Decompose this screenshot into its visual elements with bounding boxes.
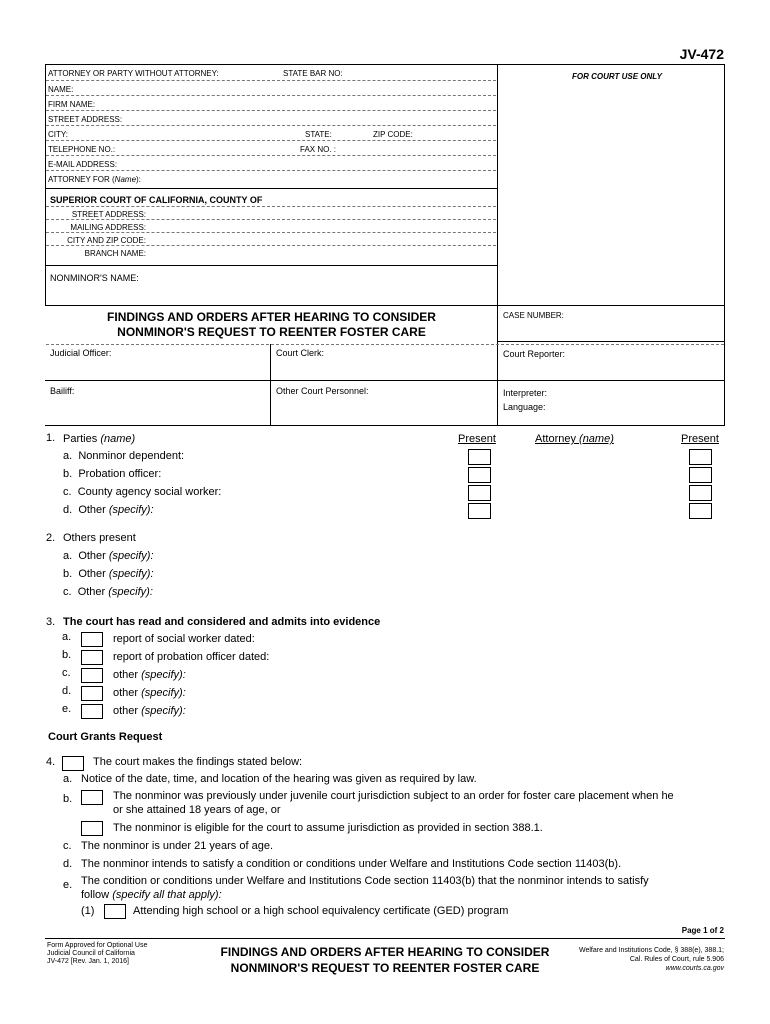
s3-item-d: other (specify): (113, 687, 186, 699)
s2-item-c: c. Other (specify): (63, 586, 153, 598)
footer-title-line1: FINDINGS AND ORDERS AFTER HEARING TO CONSIDER (220, 945, 550, 959)
footer-title-line2: NONMINOR'S REQUEST TO REENTER FOSTER CARE (230, 961, 540, 975)
s4-item-d: The nonminor intends to satisfy a condition or conditions under Welfare and Institutions Code section 11403(b). (81, 858, 622, 870)
s1d-present-checkbox[interactable] (468, 503, 491, 519)
s4-item-e-line1: The condition or conditions under Welfare and Institutions Code section 11403(b) that the nonminor intends to satisfy (81, 875, 649, 887)
form-id: JV-472 (679, 46, 724, 62)
s1-item-b: b. Probation officer: (63, 468, 162, 480)
street-label: STREET ADDRESS: (48, 115, 123, 124)
case-number-label: CASE NUMBER: (503, 311, 564, 320)
s3b-checkbox[interactable] (81, 650, 103, 665)
email-label: E-MAIL ADDRESS: (48, 160, 118, 169)
s2-number: 2. (46, 532, 56, 544)
s3-letter-d: d. (62, 685, 72, 697)
state-bar-label: STATE BAR NO: (283, 69, 343, 78)
nonminor-name-label: NONMINOR'S NAME: (50, 273, 139, 283)
s3-label: The court has read and considered and admits into evidence (63, 616, 381, 628)
s3e-checkbox[interactable] (81, 704, 103, 719)
zip-label: ZIP CODE: (373, 130, 413, 139)
s1b-present-checkbox[interactable] (468, 467, 491, 483)
s1c-present-checkbox[interactable] (468, 485, 491, 501)
judicial-officer-label: Judicial Officer: (50, 348, 112, 358)
form-title-line1: FINDINGS AND ORDERS AFTER HEARING TO CONSIDER (107, 310, 436, 324)
s3-letter-c: c. (62, 667, 71, 679)
bailiff-label: Bailiff: (50, 386, 75, 396)
s3-item-c: other (specify): (113, 669, 186, 681)
s4-item-b1-line1: The nonminor was previously under juvenile court jurisdiction subject to an order for foster care placement when he (113, 790, 674, 802)
s4-item-c: The nonminor is under 21 years of age. (81, 840, 274, 852)
s3-letter-b: b. (62, 649, 72, 661)
s4b2-checkbox[interactable] (81, 821, 103, 836)
s1-present2-header: Present (681, 433, 719, 445)
s1-item-d: d. Other (specify): (63, 504, 154, 516)
firm-label: FIRM NAME: (48, 100, 96, 109)
s1-attorney-header: Attorney (name) (535, 433, 614, 445)
s4-letter-d: d. (63, 858, 73, 870)
s3-item-a: report of social worker dated: (113, 633, 255, 645)
s3-letter-a: a. (62, 631, 72, 643)
court-use-label: FOR COURT USE ONLY (572, 72, 662, 81)
footer-left-line3: JV-472 [Rev. Jan. 1, 2016] (47, 958, 129, 965)
interpreter-label: Interpreter: (503, 388, 548, 398)
s1-label: Parties (name) (63, 433, 136, 445)
s4-item-a: Notice of the date, time, and location of the hearing was given as required by law. (81, 773, 477, 785)
court-title: SUPERIOR COURT OF CALIFORNIA, COUNTY OF (50, 195, 263, 205)
court-reporter-label: Court Reporter: (503, 349, 566, 359)
s1-number: 1. (46, 432, 56, 444)
footer-right-line2: Cal. Rules of Court, rule 5.906 (629, 956, 724, 963)
name-label: NAME: (48, 85, 74, 94)
grants-heading: Court Grants Request (48, 731, 163, 743)
attorney-for-label: ATTORNEY FOR (Name): (48, 175, 141, 184)
court-clerk-label: Court Clerk: (276, 348, 325, 358)
s2-item-b: b. Other (specify): (63, 568, 154, 580)
court-mailing-label: MAILING ADDRESS: (70, 223, 146, 232)
state-label: STATE: (305, 130, 332, 139)
s4-e1-number: (1) (81, 905, 95, 917)
s4-item-b2: The nonminor is eligible for the court to assume jurisdiction as provided in section 388.1. (113, 822, 543, 834)
s1-item-a: a. Nonminor dependent: (63, 450, 185, 462)
phone-label: TELEPHONE NO.: (48, 145, 116, 154)
fax-label: FAX NO. : (300, 145, 337, 154)
footer-left-line1: Form Approved for Optional Use (47, 942, 148, 949)
s2-label: Others present (63, 532, 136, 544)
form-title-line2: NONMINOR'S REQUEST TO REENTER FOSTER CARE (117, 325, 426, 339)
footer-rule (45, 938, 725, 939)
s3-item-e: other (specify): (113, 705, 186, 717)
s1-item-c: c. County agency social worker: (63, 486, 222, 498)
s4-e1-text: Attending high school or a high school equivalency certificate (GED) program (133, 905, 509, 917)
s3a-checkbox[interactable] (81, 632, 103, 647)
s4-letter-e: e. (63, 879, 73, 891)
court-street-label: STREET ADDRESS: (71, 210, 146, 219)
s4-letter-c: c. (63, 840, 72, 852)
s3-item-b: report of probation officer dated: (113, 651, 270, 663)
footer-website-link[interactable]: www.courts.ca.gov (665, 965, 724, 972)
s4e1-checkbox[interactable] (104, 904, 126, 919)
s1b-attorney-present-checkbox[interactable] (689, 467, 712, 483)
s2-item-a: a. Other (specify): (63, 550, 154, 562)
other-personnel-label: Other Court Personnel: (276, 386, 369, 396)
attorney-header: ATTORNEY OR PARTY WITHOUT ATTORNEY: (48, 69, 219, 78)
s4-label: The court makes the findings stated below: (93, 756, 303, 768)
s4-item-e-line2: follow (specify all that apply): (81, 889, 222, 901)
s1d-attorney-present-checkbox[interactable] (689, 503, 712, 519)
s4-number: 4. (46, 756, 56, 768)
footer-right-line1: Welfare and Institutions Code, § 388(e), 388.1; (578, 947, 724, 954)
s1a-present-checkbox[interactable] (468, 449, 491, 465)
language-label: Language: (503, 402, 546, 412)
footer-left-line2: Judicial Council of California (47, 950, 135, 957)
page-number: Page 1 of 2 (681, 926, 724, 935)
s4-checkbox[interactable] (62, 756, 84, 771)
s4b1-checkbox[interactable] (81, 790, 103, 805)
court-branch-label: BRANCH NAME: (84, 249, 146, 258)
s3c-checkbox[interactable] (81, 668, 103, 683)
s3d-checkbox[interactable] (81, 686, 103, 701)
footer-right (579, 946, 724, 973)
court-city-label: CITY AND ZIP CODE: (67, 236, 146, 245)
s1a-attorney-present-checkbox[interactable] (689, 449, 712, 465)
s3-number: 3. (46, 616, 56, 628)
footer-left (47, 942, 147, 966)
s4-letter-a: a. (63, 773, 73, 785)
s1c-attorney-present-checkbox[interactable] (689, 485, 712, 501)
s1-present-header: Present (458, 433, 496, 445)
s3-letter-e: e. (62, 703, 72, 715)
s4-letter-b: b. (63, 793, 73, 805)
s4-item-b1-line2: or she attained 18 years of age, or (113, 804, 281, 816)
city-label: CITY: (48, 130, 69, 139)
